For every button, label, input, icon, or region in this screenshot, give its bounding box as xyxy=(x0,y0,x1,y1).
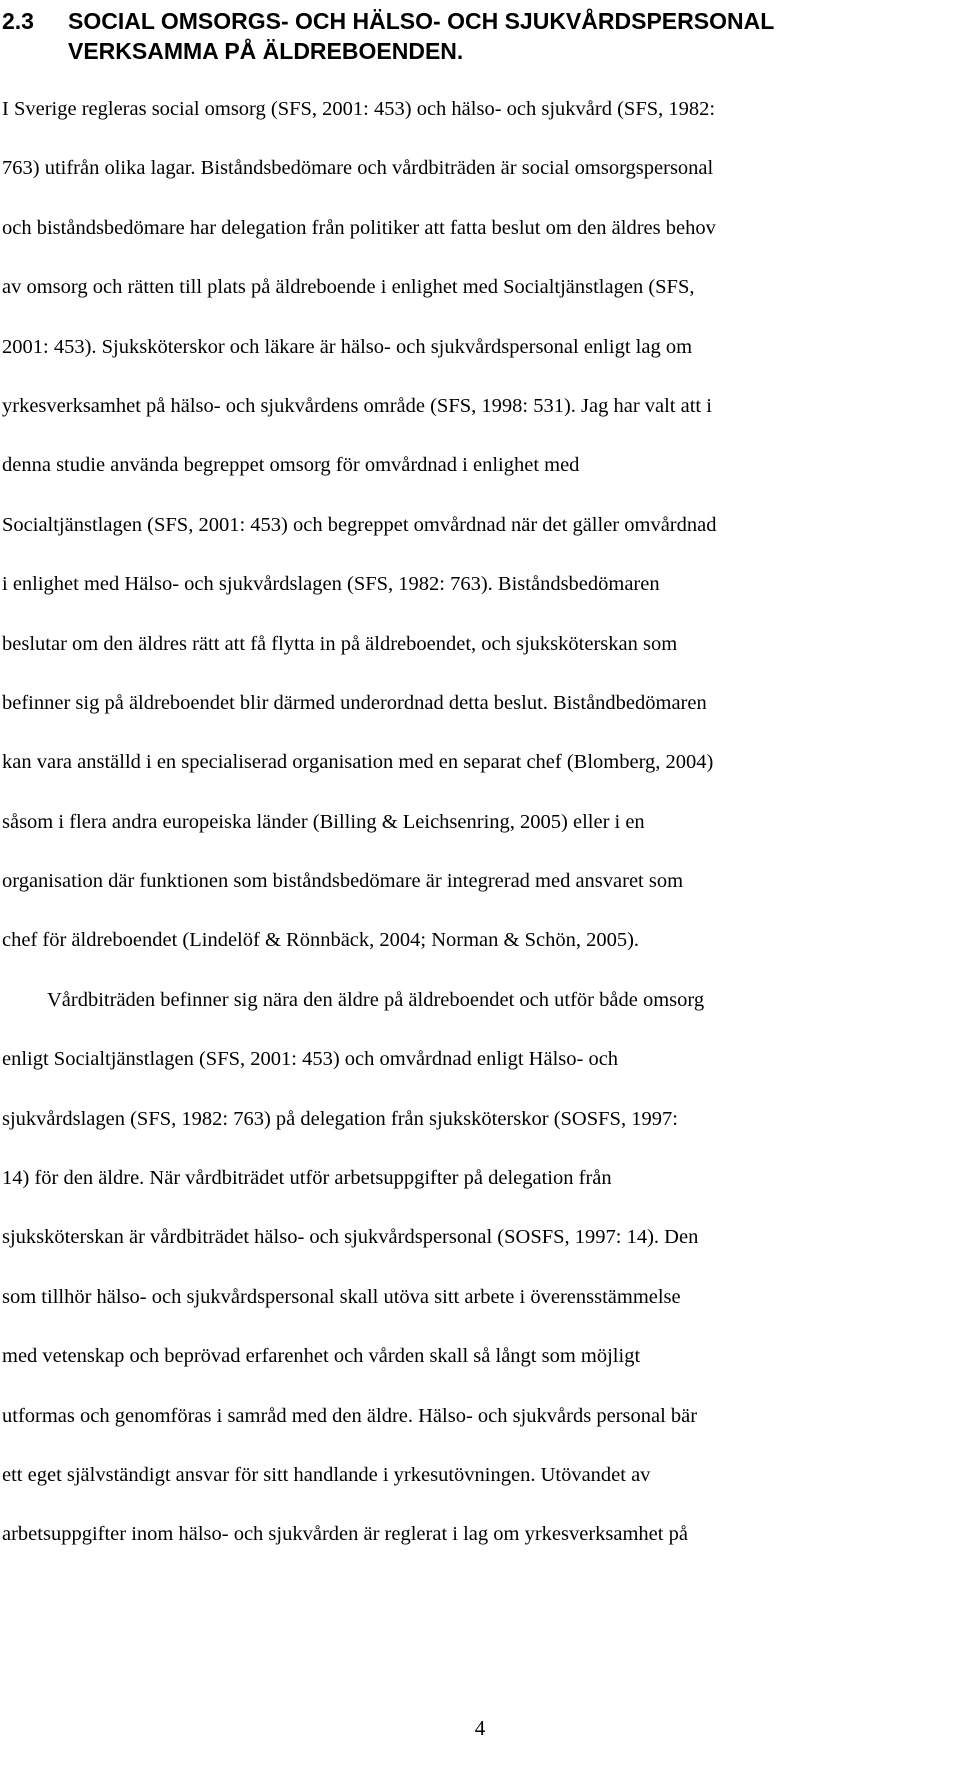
text-line: Socialtjänstlagen (SFS, 2001: 453) och begreppet omvårdnad när det gäller omvårdnad xyxy=(2,513,717,536)
text-line: 763) utifrån olika lagar. Biståndsbedömare och vårdbiträden är social omsorgspersonal xyxy=(2,157,714,180)
text-line: 2001: 453). Sjuksköterskor och läkare är hälso- och sjukvårdspersonal enligt lag om xyxy=(2,335,693,358)
paragraph-2 xyxy=(2,971,948,1565)
section-title-line-1: SOCIAL OMSORGS- OCH HÄLSO- OCH SJUKVÅRDSPERSONAL xyxy=(68,8,775,34)
text-line: som tillhör hälso- och sjukvårdspersonal skall utöva sitt arbete i överensstämmelse xyxy=(2,1285,681,1308)
text-line: enligt Socialtjänstlagen (SFS, 2001: 453) och omvårdnad enligt Hälso- och xyxy=(2,1048,619,1071)
text-line: 14) för den äldre. När vårdbiträdet utför arbetsuppgifter på delegation från xyxy=(2,1167,612,1190)
text-line: I Sverige regleras social omsorg (SFS, 2001: 453) och hälso- och sjukvård (SFS, 1982: xyxy=(2,98,716,120)
text-line: i enlighet med Hälso- och sjukvårdslagen (SFS, 1982: 763). Biståndsbedömaren xyxy=(2,573,660,596)
text-line: befinner sig på äldreboendet blir därmed underordnad detta beslut. Biståndbedömaren xyxy=(2,691,707,714)
text-line: arbetsuppgifter inom hälso- och sjukvården är reglerat i lag om yrkesverksamhet på xyxy=(2,1523,688,1546)
section-number: 2.3 xyxy=(2,8,34,34)
page-number: 4 xyxy=(474,1716,486,1740)
text-line: sjukvårdslagen (SFS, 1982: 763) på delegation från sjuksköterskor (SOSFS, 1997: xyxy=(2,1107,678,1130)
text-line: sjuksköterskan är vårdbiträdet hälso- och sjukvårdspersonal (SOSFS, 1997: 14). Den xyxy=(2,1226,699,1249)
text-line: beslutar om den äldres rätt att få flytta in på äldreboendet, och sjuksköterskan som xyxy=(2,632,678,655)
paragraph-1 xyxy=(2,80,948,971)
text-line: organisation där funktionen som biståndsbedömare är integrerad med ansvaret som xyxy=(2,870,684,893)
text-line: av omsorg och rätten till plats på äldreboende i enlighet med Socialtjänstlagen (SFS, xyxy=(2,276,695,299)
text-line: yrkesverksamhet på hälso- och sjukvårdens område (SFS, 1998: 531). Jag har valt att i xyxy=(2,394,712,417)
text-line: kan vara anställd i en specialiserad organisation med en separat chef (Blomberg, 2004) xyxy=(2,751,714,774)
text-line: Vårdbiträden befinner sig nära den äldre på äldreboendet och utför både omsorg xyxy=(47,988,705,1011)
text-line: och biståndsbedömare har delegation från politiker att fatta beslut om den äldres behov xyxy=(2,216,716,239)
text-line: såsom i flera andra europeiska länder (Billing & Leichsenring, 2005) eller i en xyxy=(2,810,645,833)
body-text xyxy=(2,80,948,1565)
text-line: utformas och genomföras i samråd med den äldre. Hälso- och sjukvårds personal bär xyxy=(2,1404,698,1427)
text-line: denna studie använda begreppet omsorg för omvårdnad i enlighet med xyxy=(2,454,580,477)
section-heading xyxy=(2,6,942,66)
section-title-line-2: VERKSAMMA PÅ ÄLDREBOENDEN. xyxy=(68,38,464,64)
text-line: chef för äldreboendet (Lindelöf & Rönnbäck, 2004; Norman & Schön, 2005). xyxy=(2,929,640,952)
text-line: med vetenskap och beprövad erfarenhet och vården skall så långt som möjligt xyxy=(2,1345,641,1368)
text-line: ett eget självständigt ansvar för sitt handlande i yrkesutövningen. Utövandet av xyxy=(2,1463,651,1486)
